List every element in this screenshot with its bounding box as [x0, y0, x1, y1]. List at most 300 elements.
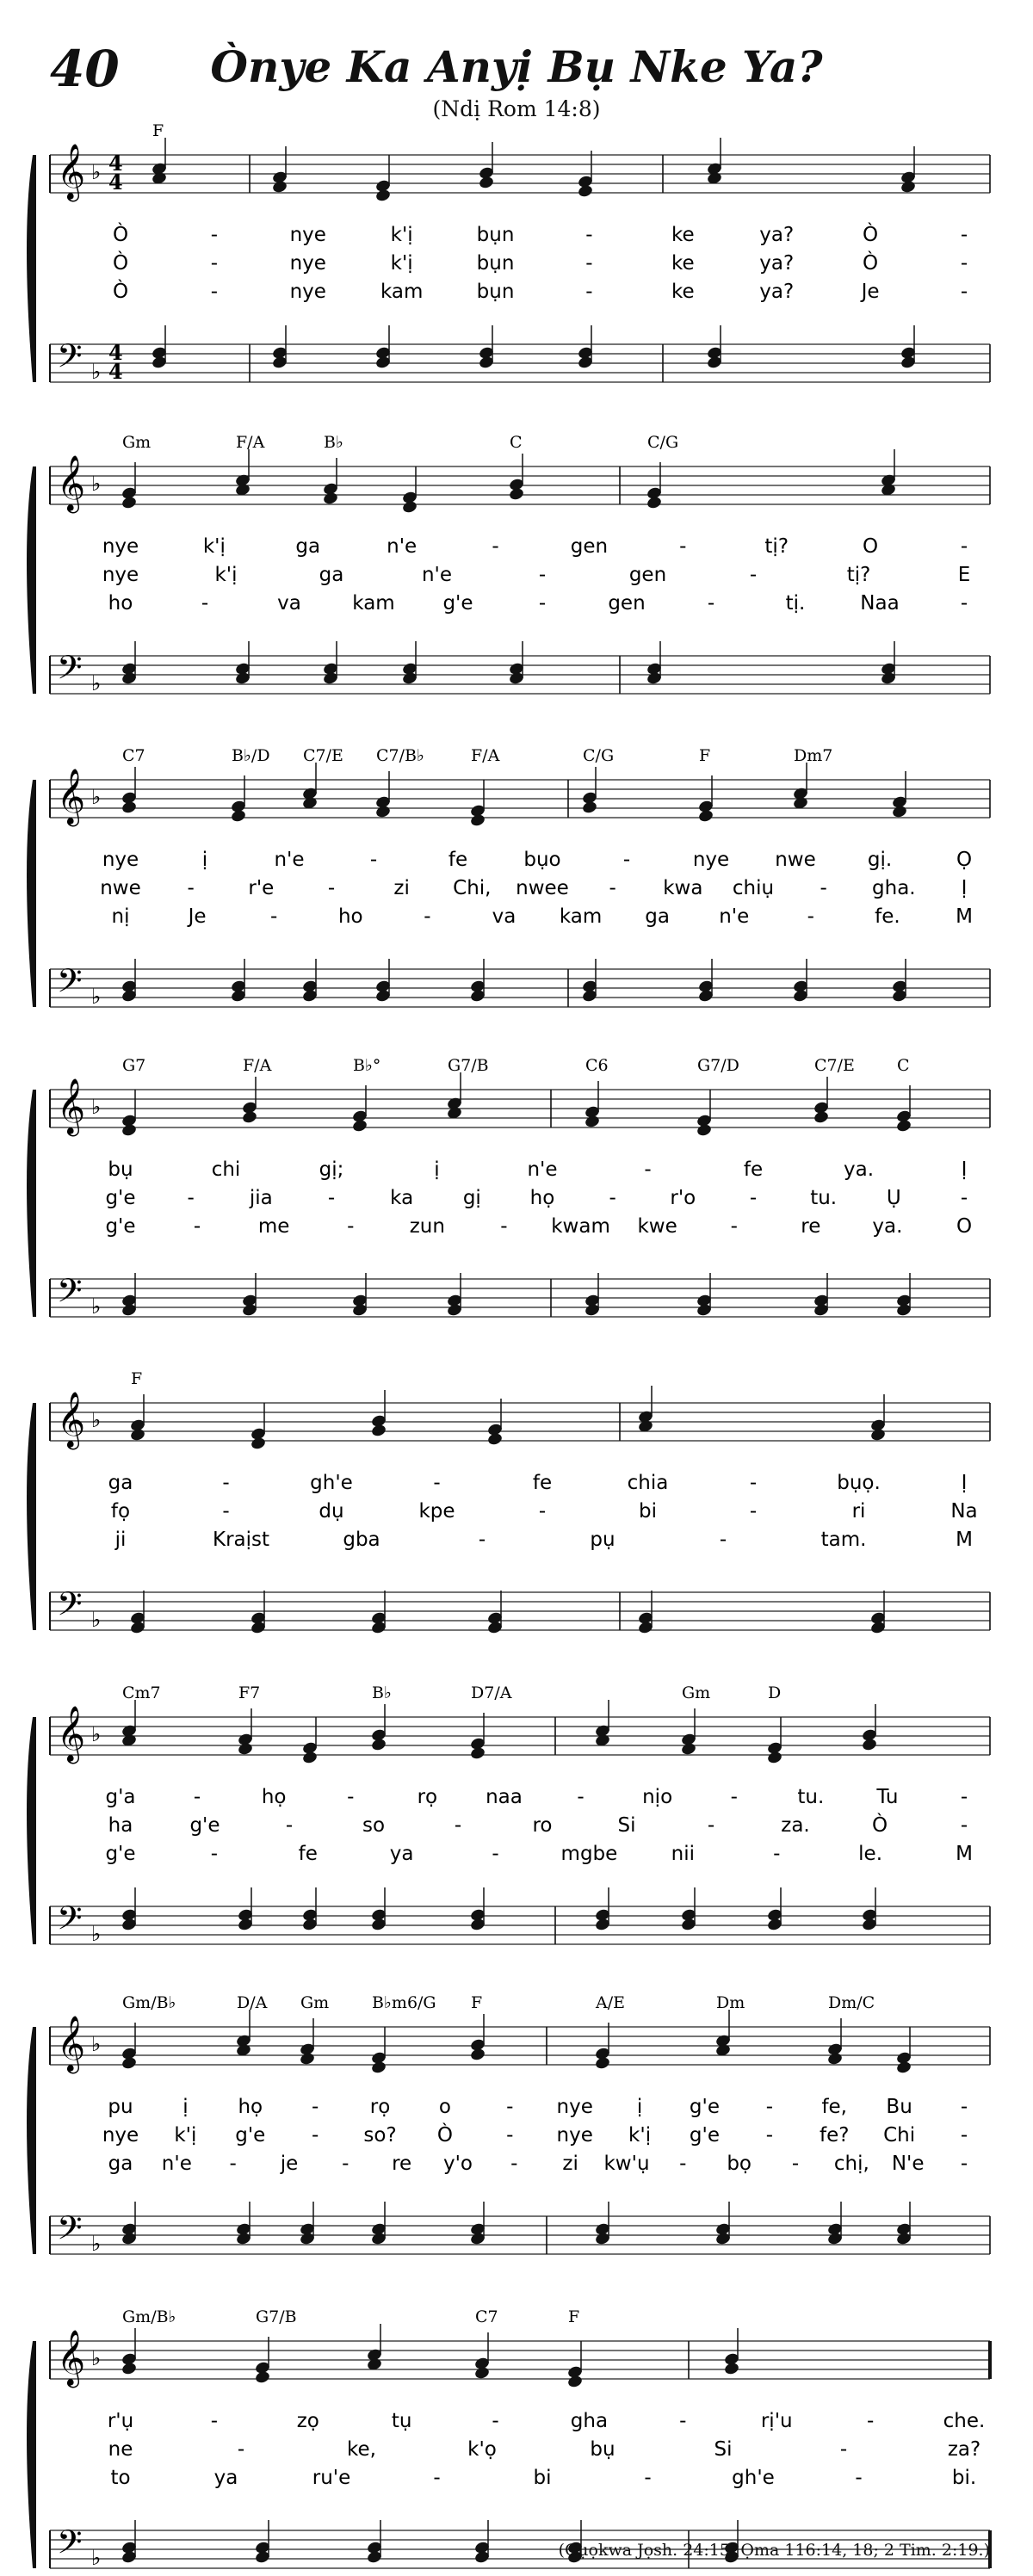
lyric-syllable: -	[749, 1472, 758, 1494]
flat-key-signature-icon: ♭	[91, 1294, 102, 1319]
note-head	[254, 2370, 270, 2385]
lyric-syllable: ga	[295, 535, 321, 558]
treble-clef-icon: 𝄞	[57, 1392, 86, 1448]
note-head	[241, 1110, 257, 1125]
lyric-syllable: ga	[108, 2153, 133, 2175]
lyric-syllable: Je	[188, 905, 207, 928]
note-head	[250, 1436, 266, 1451]
lyric-syllable: -	[707, 592, 715, 615]
lyric-syllable: -	[327, 1187, 336, 1209]
lyric-syllable: -	[424, 905, 431, 928]
lyric-syllable: -	[765, 2124, 774, 2147]
lyric-syllable: Ò	[863, 224, 879, 246]
lyric-syllable: -	[749, 1500, 758, 1523]
lyric-syllable: bụo	[523, 849, 561, 871]
lyric-syllable: N'e	[891, 2153, 925, 2175]
lyric-syllable: kam	[559, 905, 603, 928]
lyric-syllable: -	[510, 2153, 518, 2175]
lyric-syllable: -	[492, 1843, 499, 1865]
note-head	[121, 2362, 137, 2376]
lyric-syllable: -	[679, 2410, 687, 2432]
system-bracket	[27, 1717, 36, 1944]
lyric-syllable: naa	[486, 1786, 523, 1808]
lyric-syllable: -	[222, 1472, 230, 1494]
lyric-syllable: g'e	[442, 592, 473, 615]
lyric-syllable: k'ọ	[467, 2438, 497, 2461]
lyric-syllable: fe?	[819, 2124, 850, 2147]
lyric-syllable: -	[311, 2124, 319, 2147]
treble-clef-icon: 𝄞	[57, 2330, 86, 2386]
lyric-syllable: n'e	[421, 564, 453, 586]
lyric-syllable: g'e	[189, 1814, 220, 1837]
note-head	[374, 805, 391, 819]
bass-clef-icon: 𝄢	[57, 648, 83, 695]
lyric-syllable: gị;	[319, 1158, 344, 1181]
time-signature: 4	[108, 151, 123, 176]
lyric-syllable: Ị	[961, 1158, 968, 1181]
lyric-syllable: k'ị	[202, 535, 226, 558]
chord-symbol: A/E	[596, 1993, 625, 2012]
chord-symbol: Cm7	[122, 1683, 161, 1702]
chord-symbol: Gm/B♭	[122, 1993, 176, 2012]
lyric-syllable: Naa	[860, 592, 900, 615]
chord-symbol: C7	[122, 746, 145, 765]
lyric-syllable: fọ	[110, 1500, 131, 1523]
lyric-syllable: ya?	[759, 224, 795, 246]
note-head	[697, 809, 714, 824]
lyric-syllable: Je	[861, 281, 880, 303]
lyric-syllable: nwe	[100, 877, 141, 899]
lyric-syllable: -	[749, 1187, 758, 1209]
lyric-syllable: Ò	[112, 224, 129, 246]
lyric-syllable: -	[187, 877, 195, 899]
lyric-syllable: g'e	[105, 1187, 136, 1209]
lyric-syllable: -	[807, 905, 814, 928]
lyric-syllable: gba	[343, 1529, 380, 1551]
lyric-syllable: -	[960, 2096, 968, 2118]
note-head	[584, 1115, 600, 1129]
note-head	[895, 2060, 912, 2075]
note-head	[766, 1751, 782, 1765]
lyric-syllable: nye	[289, 281, 326, 303]
lyric-syllable: kwe	[637, 1215, 677, 1238]
lyric-syllable: -	[644, 1158, 652, 1181]
lyric-syllable: -	[347, 1786, 355, 1808]
lyric-syllable: nye	[556, 2096, 593, 2118]
lyric-syllable: -	[270, 905, 278, 928]
lyric-syllable: y'o	[442, 2153, 473, 2175]
treble-clef-icon: 𝄞	[57, 144, 86, 200]
flat-key-signature-icon: ♭	[91, 785, 102, 809]
lyric-syllable: M	[956, 1843, 973, 1865]
lyric-syllable: ya?	[759, 281, 795, 303]
lyric-syllable: to	[110, 2467, 131, 2489]
lyric-syllable: -	[454, 1814, 462, 1837]
lyric-syllable: -	[285, 1814, 294, 1837]
lyric-syllable: fe	[743, 1158, 764, 1181]
system-bracket	[27, 780, 36, 1007]
lyric-syllable: -	[585, 252, 593, 275]
note-head	[869, 1428, 886, 1442]
lyric-syllable: -	[327, 877, 336, 899]
lyric-syllable: -	[210, 2410, 219, 2432]
scripture-reference: (Ndị Rom 14:8)	[432, 96, 601, 121]
lyric-syllable: nii	[671, 1843, 696, 1865]
flat-key-signature-icon: ♭	[91, 1095, 102, 1119]
lyric-syllable: -	[960, 1786, 968, 1808]
lyric-syllable: -	[193, 1786, 201, 1808]
lyric-syllable: o	[438, 2096, 451, 2118]
lyric-syllable: Ò	[112, 252, 129, 275]
lyric-syllable: tụ	[391, 2410, 412, 2432]
note-head	[826, 2052, 843, 2066]
note-head	[646, 496, 662, 510]
lyric-syllable: Si	[714, 2438, 733, 2461]
lyric-syllable: n'e	[719, 905, 750, 928]
lyric-syllable: Si	[617, 1814, 636, 1837]
lyric-syllable: ya.	[843, 1158, 875, 1181]
footer-references: (Gụọkwa Jọsh. 24:15; Ọma 116:14, 18; 2 Tim. 2:19.)	[558, 2541, 990, 2560]
note-head	[900, 180, 916, 195]
lyric-syllable: -	[730, 1786, 738, 1808]
lyric-syllable: họ	[238, 2096, 263, 2118]
lyric-syllable: nye	[102, 2124, 139, 2147]
lyric-syllable: Ò	[863, 252, 879, 275]
lyric-syllable: nị	[111, 905, 130, 928]
treble-clef-icon: 𝄞	[57, 1706, 86, 1762]
lyric-syllable: Ị	[961, 1472, 968, 1494]
lyric-syllable: ri	[851, 1500, 866, 1523]
lyric-syllable: -	[839, 2438, 848, 2461]
lyric-syllable: -	[820, 877, 827, 899]
lyric-syllable: me	[257, 1215, 290, 1238]
flat-key-signature-icon: ♭	[91, 1408, 102, 1432]
lyric-syllable: k'ị	[214, 564, 238, 586]
bass-clef-icon: 𝄢	[57, 337, 83, 383]
lyric-syllable: gị.	[867, 849, 893, 871]
lyric-syllable: -	[644, 2467, 652, 2489]
lyric-syllable: zọ	[296, 2410, 319, 2432]
lyric-syllable: chiụ	[732, 877, 775, 899]
lyric-syllable: so	[362, 1814, 386, 1837]
lyric-syllable: -	[210, 252, 219, 275]
lyric-syllable: -	[506, 2096, 514, 2118]
lyric-syllable: ga	[319, 564, 344, 586]
bass-clef-icon: 𝄢	[57, 1585, 83, 1631]
lyric-syllable: bụn	[476, 224, 515, 246]
lyric-syllable: le.	[858, 1843, 883, 1865]
flat-key-signature-icon: ♭	[91, 2032, 102, 2056]
time-signature: 4	[108, 340, 123, 365]
chord-symbol: F	[152, 121, 164, 140]
chord-symbol: G7	[122, 1056, 146, 1075]
note-head	[813, 1110, 829, 1125]
lyric-syllable: nwee	[516, 877, 569, 899]
lyric-syllable: -	[577, 1786, 585, 1808]
flat-key-signature-icon: ♭	[91, 985, 102, 1009]
lyric-syllable: -	[679, 2153, 687, 2175]
note-head	[230, 809, 246, 824]
note-head	[469, 2048, 486, 2062]
lyric-syllable: rọ	[417, 1786, 438, 1808]
lyric-syllable: họ	[529, 1187, 555, 1209]
lyric-syllable: -	[960, 2124, 968, 2147]
lyric-syllable: -	[960, 281, 968, 303]
lyric-syllable: kam	[352, 592, 395, 615]
lyric-syllable: -	[749, 564, 758, 586]
lyric-syllable: Ọ	[956, 849, 973, 871]
lyric-syllable: va	[492, 905, 516, 928]
note-head	[370, 1424, 387, 1438]
note-head	[374, 188, 391, 203]
lyric-syllable: -	[960, 592, 968, 615]
lyric-syllable: Ò	[436, 2124, 453, 2147]
lyric-syllable: n'e	[161, 2153, 192, 2175]
lyric-syllable: -	[622, 849, 631, 871]
chord-symbol: G7/B	[448, 1056, 489, 1075]
lyric-syllable: -	[585, 281, 593, 303]
lyric-syllable: jia	[249, 1187, 273, 1209]
lyric-syllable: ya?	[759, 252, 795, 275]
lyric-syllable: -	[609, 1187, 616, 1209]
flat-key-signature-icon: ♭	[91, 1722, 102, 1746]
note-head	[271, 180, 288, 195]
lyric-syllable: -	[585, 224, 593, 246]
lyric-syllable: chia	[627, 1472, 669, 1494]
bass-clef-icon: 𝄢	[57, 961, 83, 1008]
lyric-syllable: ị	[434, 1158, 440, 1181]
lyric-syllable: tu.	[810, 1187, 838, 1209]
lyric-syllable: ke	[671, 252, 695, 275]
system-bracket	[27, 1090, 36, 1317]
lyric-syllable: bi	[533, 2467, 552, 2489]
chord-symbol: D7/A	[471, 1683, 512, 1702]
lyric-syllable: -	[222, 1500, 230, 1523]
chord-symbol: D	[768, 1683, 782, 1702]
flat-key-signature-icon: ♭	[91, 160, 102, 184]
lyric-syllable: ya	[213, 2467, 238, 2489]
lyric-syllable: ị	[636, 2096, 643, 2118]
lyric-syllable: -	[433, 1472, 441, 1494]
lyric-syllable: -	[679, 535, 687, 558]
lyric-syllable: fe,	[821, 2096, 848, 2118]
lyric-syllable: M	[956, 1529, 973, 1551]
hymn-title: Ònye Ka Anyị Bụ Nke Ya?	[210, 41, 823, 92]
lyric-syllable: -	[855, 2467, 863, 2489]
lyric-syllable: rị'u	[760, 2410, 793, 2432]
note-head	[696, 1123, 712, 1138]
chord-symbol: F	[471, 1993, 483, 2012]
note-head	[478, 176, 494, 190]
lyric-syllable: dụ	[319, 1500, 344, 1523]
lyric-syllable: O	[863, 535, 879, 558]
chord-symbol: Gm	[682, 1683, 711, 1702]
bass-clef-icon: 𝄢	[57, 1899, 83, 1945]
lyric-syllable: r'e	[248, 877, 275, 899]
lyric-syllable: Na	[950, 1500, 978, 1523]
time-signature: 4	[108, 170, 123, 195]
lyric-syllable: E	[957, 564, 971, 586]
lyric-syllable: gha	[570, 2410, 609, 2432]
lyric-syllable: r'ụ	[107, 2410, 134, 2432]
flat-key-signature-icon: ♭	[91, 472, 102, 496]
note-head	[370, 1738, 387, 1752]
lyric-syllable: gen	[570, 535, 609, 558]
lyric-syllable: g'e	[689, 2096, 721, 2118]
flat-key-signature-icon: ♭	[91, 1608, 102, 1632]
note-head	[301, 1751, 318, 1765]
chord-symbol: B♭	[372, 1683, 392, 1702]
chord-symbol: Gm	[300, 1993, 330, 2012]
bass-clef-icon: 𝄢	[57, 2208, 83, 2255]
chord-symbol: C7/E	[303, 746, 343, 765]
flat-key-signature-icon: ♭	[91, 360, 102, 384]
chord-symbol: Dm/C	[828, 1993, 875, 2012]
chord-symbol: G7/B	[256, 2307, 297, 2326]
lyric-syllable: pụ	[590, 1529, 615, 1551]
lyric-syllable: tam.	[820, 1529, 867, 1551]
lyric-syllable: ga	[108, 1472, 133, 1494]
lyric-syllable: va	[277, 592, 301, 615]
lyric-syllable: fe	[448, 849, 468, 871]
lyric-syllable: gen	[628, 564, 667, 586]
chord-symbol: C/G	[583, 746, 615, 765]
bass-clef-icon: 𝄢	[57, 2523, 83, 2569]
lyric-syllable: -	[707, 1814, 715, 1837]
chord-symbol: F/A	[236, 433, 265, 452]
lyric-syllable: -	[229, 2153, 237, 2175]
system-bracket	[27, 2341, 36, 2568]
lyric-syllable: -	[201, 592, 209, 615]
lyric-syllable: -	[492, 535, 499, 558]
chord-symbol: B♭	[324, 433, 343, 452]
system-bracket	[27, 1403, 36, 1630]
lyric-syllable: bụn	[476, 281, 515, 303]
lyric-syllable: Ò	[112, 281, 129, 303]
hymn-number: 40	[50, 40, 120, 98]
lyric-syllable: -	[765, 2096, 774, 2118]
lyric-syllable: -	[492, 2410, 499, 2432]
note-head	[370, 2060, 387, 2075]
time-signature: 4	[108, 359, 123, 384]
lyric-syllable: nye	[102, 564, 139, 586]
lyric-syllable: -	[210, 224, 219, 246]
lyric-syllable: g'e	[235, 2124, 266, 2147]
lyric-syllable: Ị	[961, 877, 968, 899]
lyric-syllable: -	[791, 2153, 800, 2175]
lyric-syllable: g'a	[105, 1786, 136, 1808]
chord-symbol: C7/E	[814, 1056, 855, 1075]
lyric-syllable: fe	[532, 1472, 553, 1494]
note-head	[680, 1742, 696, 1757]
lyric-syllable: Ụ	[886, 1187, 901, 1209]
note-head	[486, 1432, 503, 1447]
lyric-syllable: -	[193, 1215, 201, 1238]
lyric-syllable: chị,	[833, 2153, 869, 2175]
lyric-syllable: ke	[671, 281, 695, 303]
lyric-syllable: Tu	[876, 1786, 899, 1808]
lyric-syllable: nye	[289, 224, 326, 246]
lyric-syllable: -	[538, 564, 547, 586]
chord-symbol: D/A	[237, 1993, 268, 2012]
lyric-syllable: tu.	[797, 1786, 825, 1808]
chord-symbol: C7	[475, 2307, 498, 2326]
lyric-syllable: -	[187, 1187, 195, 1209]
lyric-syllable: ke,	[347, 2438, 376, 2461]
flat-key-signature-icon: ♭	[91, 2232, 102, 2256]
lyric-syllable: -	[960, 252, 968, 275]
lyric-syllable: gha.	[872, 877, 916, 899]
note-head	[121, 2056, 137, 2071]
lyric-syllable: bụ	[590, 2438, 615, 2461]
note-head	[473, 2366, 490, 2381]
bass-clef-icon: 𝄢	[57, 1271, 83, 1318]
note-head	[891, 805, 907, 819]
lyric-syllable: nye	[556, 2124, 593, 2147]
note-head	[581, 800, 597, 815]
lyric-syllable: -	[210, 281, 219, 303]
lyric-syllable: bi.	[951, 2467, 977, 2489]
lyric-syllable: -	[730, 1215, 738, 1238]
note-head	[508, 487, 524, 502]
lyric-syllable: Ò	[871, 1814, 888, 1837]
lyric-syllable: -	[210, 1843, 219, 1865]
chord-symbol: B♭°	[353, 1056, 381, 1075]
lyric-syllable: rọ	[369, 2096, 391, 2118]
treble-clef-icon: 𝄞	[57, 769, 86, 825]
lyric-syllable: -	[609, 877, 616, 899]
flat-key-signature-icon: ♭	[91, 2346, 102, 2370]
lyric-syllable: ya.	[872, 1215, 903, 1238]
note-head	[121, 1123, 137, 1138]
lyric-syllable: -	[237, 2438, 245, 2461]
lyric-syllable: mgbe	[560, 1843, 618, 1865]
lyric-syllable: chi	[211, 1158, 241, 1181]
lyric-syllable: -	[960, 224, 968, 246]
lyric-syllable: -	[506, 2124, 514, 2147]
lyric-syllable: nye	[102, 535, 139, 558]
lyric-syllable: ga	[645, 905, 670, 928]
lyric-syllable: gị	[462, 1187, 481, 1209]
lyric-syllable: k'ị	[174, 2124, 197, 2147]
flat-key-signature-icon: ♭	[91, 1922, 102, 1946]
lyric-syllable: -	[369, 849, 378, 871]
lyric-syllable: ke	[671, 224, 695, 246]
flat-key-signature-icon: ♭	[91, 2546, 102, 2570]
lyric-syllable: tị?	[846, 564, 871, 586]
lyric-syllable: -	[719, 1529, 727, 1551]
lyric-syllable: bi	[639, 1500, 657, 1523]
lyric-syllable: g'e	[689, 2124, 721, 2147]
lyric-syllable: re	[801, 1215, 821, 1238]
lyric-syllable: -	[538, 592, 547, 615]
lyric-syllable: k'ị	[628, 2124, 652, 2147]
note-head	[594, 2056, 610, 2071]
note-head	[469, 813, 486, 828]
lyric-syllable: -	[538, 1500, 547, 1523]
lyric-syllable: ne	[108, 2438, 133, 2461]
lyric-syllable: fe	[298, 1843, 318, 1865]
chord-symbol: B♭m6/G	[372, 1993, 436, 2012]
note-head	[895, 1119, 912, 1134]
chord-symbol: Gm	[122, 433, 152, 452]
lyric-syllable: k'ị	[390, 252, 413, 275]
lyric-syllable: O	[956, 1215, 973, 1238]
chord-symbol: G7/D	[697, 1056, 739, 1075]
chord-symbol: F	[699, 746, 711, 765]
note-head	[577, 184, 593, 199]
note-head	[351, 1119, 368, 1134]
